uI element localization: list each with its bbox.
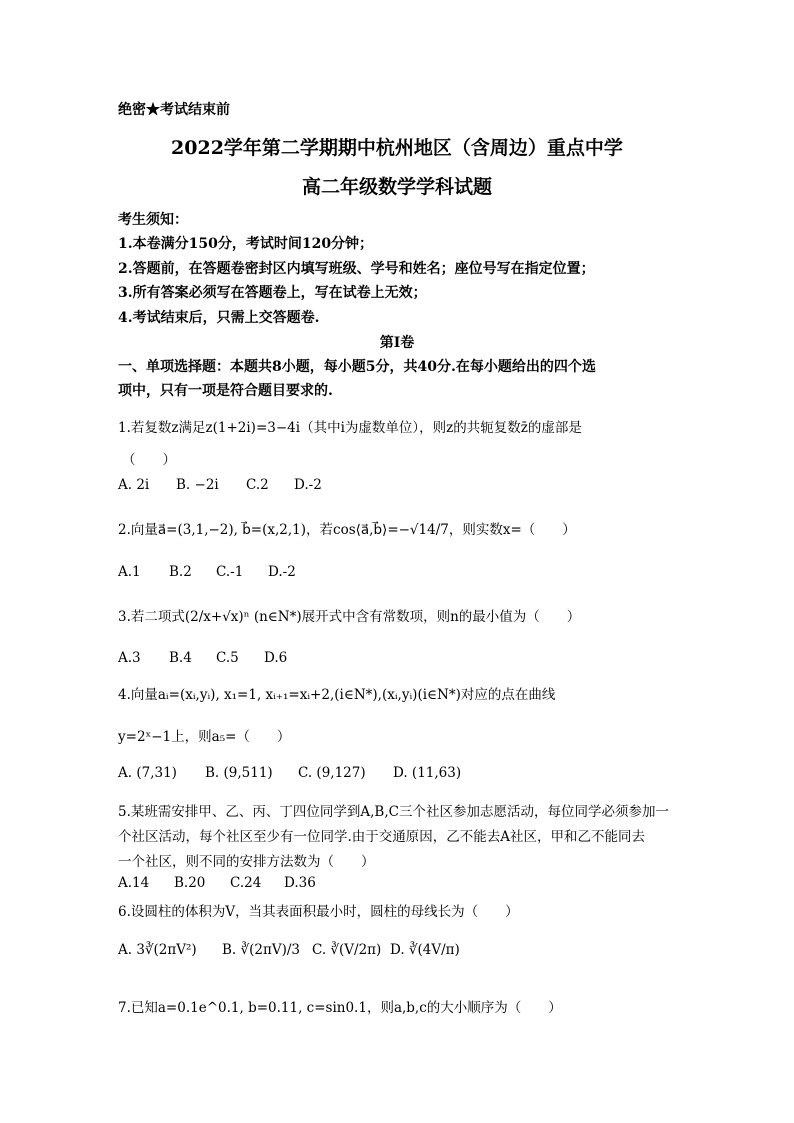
part-instructions: 一、单项选择题：本题共8小题，每小题5分，共40分.在每小题给出的四个选 xyxy=(118,359,596,375)
exam-subtitle: 高二年级数学学科试题 xyxy=(301,176,492,198)
section-title: 第Ⅰ卷 xyxy=(379,335,415,351)
option-row xyxy=(118,650,518,670)
question-stem: 4.向量aᵢ=(xᵢ,yᵢ), x₁=1, xᵢ₊₁=xᵢ+2,(i∈N*),(xᵢ,yᵢ)(i∈N*)对应的点在曲线 xyxy=(118,687,556,703)
option-c: C.5 xyxy=(216,650,239,666)
option-b: B.20 xyxy=(174,875,206,891)
notice-item: 2.答题前，在答题卷密封区内填写班级、学号和姓名；座位号写在指定位置； xyxy=(118,261,595,277)
exam-title: 2022学年第二学期期中杭州地区（含周边）重点中学 xyxy=(171,137,623,159)
option-row xyxy=(118,765,518,785)
option-a: A.14 xyxy=(118,875,150,891)
option-row xyxy=(118,564,518,584)
option-b: B.2 xyxy=(169,564,192,580)
option-d: D.6 xyxy=(264,650,288,666)
option-c: C.24 xyxy=(230,875,262,891)
confidential-label: 绝密★考试结束前 xyxy=(118,102,230,118)
option-a: A. 3∛(2πV²) xyxy=(118,942,197,958)
question-stem: 7.已知a=0.1e^0.1, b=0.11, c=sin0.1，则a,b,c的大小顺序为（ ） xyxy=(118,1000,562,1016)
option-a: A.3 xyxy=(118,650,141,666)
notice-heading: 考生须知： xyxy=(118,212,188,228)
question-stem-cont: 个社区活动，每个社区至少有一位同学.由于交通原因，乙不能去A社区，甲和乙不能同去 xyxy=(118,829,646,845)
option-b: B. ∛(2πV)/3 xyxy=(222,942,300,958)
option-a: A. (7,31) xyxy=(118,765,177,781)
option-b: B. −2i xyxy=(176,477,219,493)
option-d: D. (11,63) xyxy=(393,765,462,781)
option-row xyxy=(118,875,518,895)
question-stem-cont: y=2ˣ−1上，则a₅=（ ） xyxy=(118,729,291,745)
option-d: D.-2 xyxy=(268,564,296,580)
option-a: A.1 xyxy=(118,564,141,580)
option-d: D.-2 xyxy=(294,477,322,493)
option-c: C. (9,127) xyxy=(298,765,366,781)
option-b: B.4 xyxy=(169,650,192,666)
question-stem: 2.向量a⃗=(3,1,−2), b⃗=(x,2,1)，若cos⟨a⃗,b⃗⟩=−√14/7，则实数x=（ ） xyxy=(118,522,576,538)
question-stem: 5.某班需安排甲、乙、丙、丁四位同学到A,B,C三个社区参加志愿活动，每位同学必须参加一 xyxy=(118,804,669,820)
answer-blank: （ ） xyxy=(122,452,176,468)
option-c: C. ∛(V/2π) xyxy=(312,942,382,958)
question-stem-cont: 一个社区，则不同的安排方法数为（ ） xyxy=(118,854,375,870)
option-c: C.-1 xyxy=(216,564,244,580)
option-d: D. ∛(4V/π) xyxy=(390,942,460,958)
option-a: A. 2i xyxy=(118,477,150,493)
option-row xyxy=(118,477,518,497)
notice-item: 1.本卷满分150分，考试时间120分钟； xyxy=(118,236,374,252)
option-b: B. (9,511) xyxy=(205,765,273,781)
option-row xyxy=(118,942,518,966)
notice-item: 4.考试结束后，只需上交答题卷. xyxy=(118,310,320,326)
question-stem: 6.设圆柱的体积为V，当其表面积最小时，圆柱的母线长为（ ） xyxy=(118,904,519,920)
question-stem: 1.若复数z满足z(1+2i)=3−4i（其中i为虚数单位），则z的共轭复数z̄的虚部是 xyxy=(118,420,582,436)
option-d: D.36 xyxy=(284,875,316,891)
notice-item: 3.所有答案必须写在答题卷上，写在试卷上无效； xyxy=(118,285,427,301)
option-c: C.2 xyxy=(246,477,269,493)
part-instructions: 项中，只有一项是符合题目要求的. xyxy=(118,383,333,399)
question-stem: 3.若二项式(2/x+√x)ⁿ (n∈N*)展开式中含有常数项，则n的最小值为（ ） xyxy=(118,609,581,625)
